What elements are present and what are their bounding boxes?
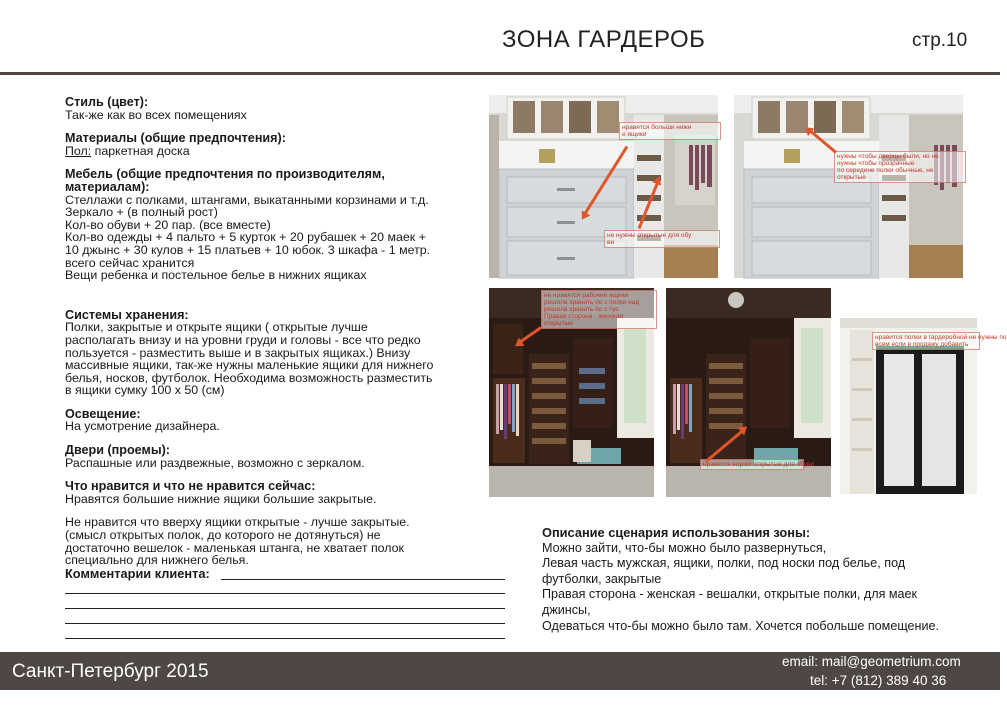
annotation-text: не нравятся рабочие ящики (544, 292, 629, 299)
style-text: Так-же как во всех помещениях (65, 107, 247, 122)
annotation-text: нужны чтобы дверцы были, но не (837, 153, 939, 160)
materials-heading: Материалы (общие предпочтения): (65, 131, 286, 146)
storage-line: массивные ящики, так-же нужны маленькие ящики для нижнего (65, 358, 434, 373)
materials-floor (65, 145, 475, 158)
usage-scenario (542, 525, 982, 634)
annotation-text: открытые (544, 320, 573, 327)
annotation-text: нравятся ящики открытые для обуви (703, 461, 815, 468)
annotation-text: открытые (837, 174, 866, 181)
page-number: стр.10 (912, 30, 968, 51)
furniture-heading: Мебель (общие предпочтения по производителям, (65, 167, 385, 182)
annotation-note (619, 122, 721, 140)
floor-text: паркетная доска (91, 143, 190, 158)
annotation-text: нравятся больши нижн (622, 124, 692, 131)
storage-line: располагать внизу и на уровни груди и головы - все что редко (65, 332, 421, 347)
storage-line: белья, носков, футболок. Необходима возможность разместить (65, 370, 433, 385)
furniture-line: 10 джынс + 30 кулов + 15 платьев + 10 юбок. 3 шкафа - 1 метр. (65, 242, 431, 257)
usage-line: футболки, закрытые (542, 571, 662, 586)
lighting-section (65, 408, 475, 433)
photo-dark-closet-2 (666, 288, 831, 497)
photo-dark-closet-1 (489, 288, 654, 497)
footer-phone[interactable]: tel: +7 (812) 389 40 36 (810, 673, 947, 688)
floor-label: Пол: (65, 143, 92, 158)
dislikes-section (65, 516, 475, 566)
materials-section (65, 132, 475, 157)
usage-line: Правая сторона - женская - вешалки, открытые полки, для маек (542, 587, 918, 602)
annotation-note (541, 290, 657, 329)
lighting-heading: Освещение: (65, 406, 141, 421)
usage-line: Можно зайти, что-бы можно было развернуться, (542, 540, 827, 555)
usage-heading: Описание сценария использования зоны: (542, 525, 811, 540)
furniture-line: Кол-во одежды + 4 пальто + 5 курток + 20 рубашек + 20 маек + (65, 230, 426, 245)
dislikes-line: (смысл открытых полок, до которого не дотянуться) не (65, 528, 381, 543)
comment-line (65, 608, 505, 609)
closet-illustration (734, 95, 963, 278)
storage-heading: Системы хранения: (65, 307, 189, 322)
likes-section (65, 480, 475, 505)
doors-section (65, 444, 475, 469)
furniture-line: Стеллажи с полками, штангами, выкатанными корзинами и т.д. (65, 192, 429, 207)
furniture-line: Вещи ребенка и постельное белье в нижних ящиках (65, 268, 367, 283)
annotation-text: нужны чтобы прозрачные (837, 160, 915, 167)
annotation-text: Правая сторона - женская (544, 313, 624, 320)
annotation-text: ви (607, 239, 615, 246)
doors-heading: Двери (проемы): (65, 443, 170, 458)
comment-line (65, 638, 505, 639)
annotation-text: не нужны открытые для обу (607, 232, 692, 239)
storage-section (65, 309, 475, 397)
style-section (65, 96, 475, 121)
photo-white-closet-1 (489, 95, 718, 278)
usage-line: джинсы, (542, 602, 591, 617)
comment-line (65, 593, 505, 594)
lighting-text: На усмотрение дизайнера. (65, 419, 220, 434)
likes-heading: Что нравится и что не нравится сейчас: (65, 479, 316, 494)
furniture-line: всего сейчас хранится (65, 255, 195, 270)
footer-email[interactable]: email: mail@geometrium.com (782, 654, 961, 669)
annotation-note (700, 459, 815, 470)
brief-left-column (65, 96, 475, 578)
annotation-text: решила хранить по с тус (544, 306, 619, 313)
doors-text: Распашные или раздвежные, возможно с зеркалом. (65, 455, 365, 470)
annotation-note (834, 151, 966, 183)
furniture-heading-cont: материалам): (65, 179, 150, 194)
storage-line: пользуется - разместить выше и в закрытых ящиках.) Внизу (65, 345, 411, 360)
dislikes-line: специально для нижнего белья. (65, 553, 249, 568)
dislikes-line: достаточно вешелок - маленькая штанга, не хватает полок (65, 540, 404, 555)
page-title: ЗОНА ГАРДЕРОБ (502, 26, 706, 53)
storage-line: Полки, закрытые и открыте ящики ( открытые лучше (65, 320, 368, 335)
comments-label: Комментарии клиента: (65, 566, 210, 581)
dislikes-line: Не нравится что вверху ящики открытые - лучше закрытые. (65, 515, 410, 530)
footer-city: Санкт-Петербург 2015 (12, 661, 209, 682)
annotation-note (604, 230, 720, 248)
usage-line: Одеваться что-бы можно было там. Хочется побольше помещение. (542, 618, 940, 633)
header-divider (0, 72, 1000, 75)
photo-white-closet-2 (734, 95, 963, 278)
furniture-line: Зеркало + (в полный рост) (65, 205, 218, 220)
usage-line: Левая часть мужская, ящики, полки, под носки под белье, под (542, 556, 906, 571)
comment-line (221, 579, 505, 580)
footer-bar (0, 652, 1000, 690)
annotation-text: решила хранить по с полки над (544, 299, 640, 306)
likes-text: Нравятся большие нижние ящики большие закрытые. (65, 491, 377, 506)
annotation-note (872, 332, 1007, 350)
annotation-text: всем если в продажу добавить (875, 341, 969, 348)
annotation-text: по середине полки обычные, не (837, 167, 934, 174)
furniture-line: Кол-во обуви + 20 пар. (все вместе) (65, 217, 271, 232)
furniture-section (65, 168, 475, 281)
comment-line (65, 623, 505, 624)
annotation-text: нравится полки в гардеробной не нужны по (875, 334, 1007, 341)
annotation-text: е ящики (622, 131, 647, 138)
style-heading: Стиль (цвет): (65, 95, 149, 109)
photo-sliding-doors (840, 318, 1007, 494)
storage-line: в ящики сумку 100 х 50 (см) (65, 383, 225, 398)
